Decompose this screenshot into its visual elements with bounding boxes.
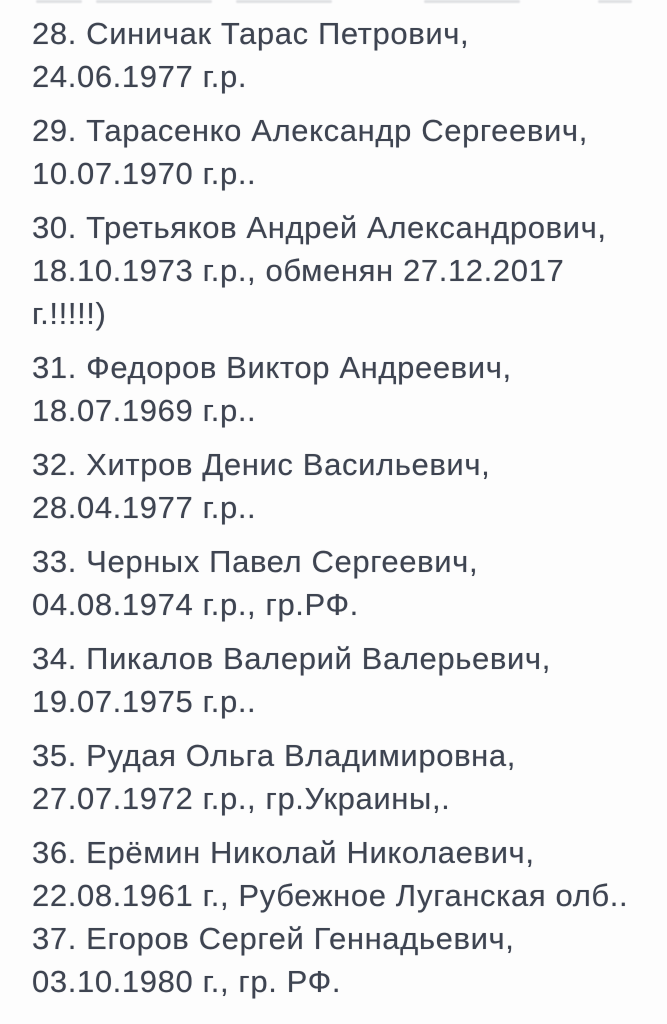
entry-line: 31. Федоров Виктор Андреевич,: [32, 350, 512, 385]
entry-line: 27.07.1972 г.р., гр.Украины,.: [32, 781, 451, 816]
entry-line: 33. Черных Павел Сергеевич,: [32, 544, 479, 579]
list-entry-29: [32, 109, 641, 195]
entry-line: 36. Ерёмин Николай Николаевич,: [32, 835, 535, 870]
text-smudge: [424, 0, 520, 3]
list-entry-28: [32, 12, 641, 98]
list-entry-37: [32, 917, 641, 1003]
list-entry-35: [32, 734, 641, 820]
list-entry-33: [32, 540, 641, 626]
entry-line: 18.10.1973 г.р., обменян 27.12.2017: [32, 253, 565, 288]
cut-off-line-remnant: [0, 0, 667, 4]
entry-line: 37. Егоров Сергей Геннадьевич,: [32, 921, 515, 956]
entry-line: 24.06.1977 г.р.: [32, 59, 248, 94]
list-entry-34: [32, 637, 641, 723]
entry-line: 18.07.1969 г.р..: [32, 393, 257, 428]
text-smudge: [598, 0, 632, 3]
list-entry-36: [32, 831, 641, 917]
entry-line: 28. Синичак Тарас Петрович,: [32, 16, 470, 51]
entry-line: 35. Рудая Ольга Владимировна,: [32, 738, 517, 773]
entry-line: 32. Хитров Денис Васильевич,: [32, 447, 491, 482]
text-smudge: [236, 0, 332, 3]
entry-line: 10.07.1970 г.р..: [32, 156, 257, 191]
entry-line: 30. Третьяков Андрей Александрович,: [32, 210, 607, 245]
entry-line: 04.08.1974 г.р., гр.РФ.: [32, 587, 359, 622]
entry-line: 19.07.1975 г.р..: [32, 684, 257, 719]
text-smudge: [96, 0, 212, 3]
list-entry-30: [32, 206, 641, 335]
entry-line: 34. Пикалов Валерий Валерьевич,: [32, 641, 551, 676]
list-entry-31: [32, 346, 641, 432]
entry-line: 29. Тарасенко Александр Сергеевич,: [32, 113, 588, 148]
entry-line: 28.04.1977 г.р..: [32, 490, 257, 525]
entry-line: г.!!!!!): [32, 296, 107, 331]
text-smudge: [36, 0, 82, 3]
entry-line: 03.10.1980 г., гр. РФ.: [32, 964, 342, 999]
list-entry-32: [32, 443, 641, 529]
entry-line: 22.08.1961 г., Рубежное Луганская олб..: [32, 878, 629, 913]
prisoner-list: [32, 12, 641, 1003]
